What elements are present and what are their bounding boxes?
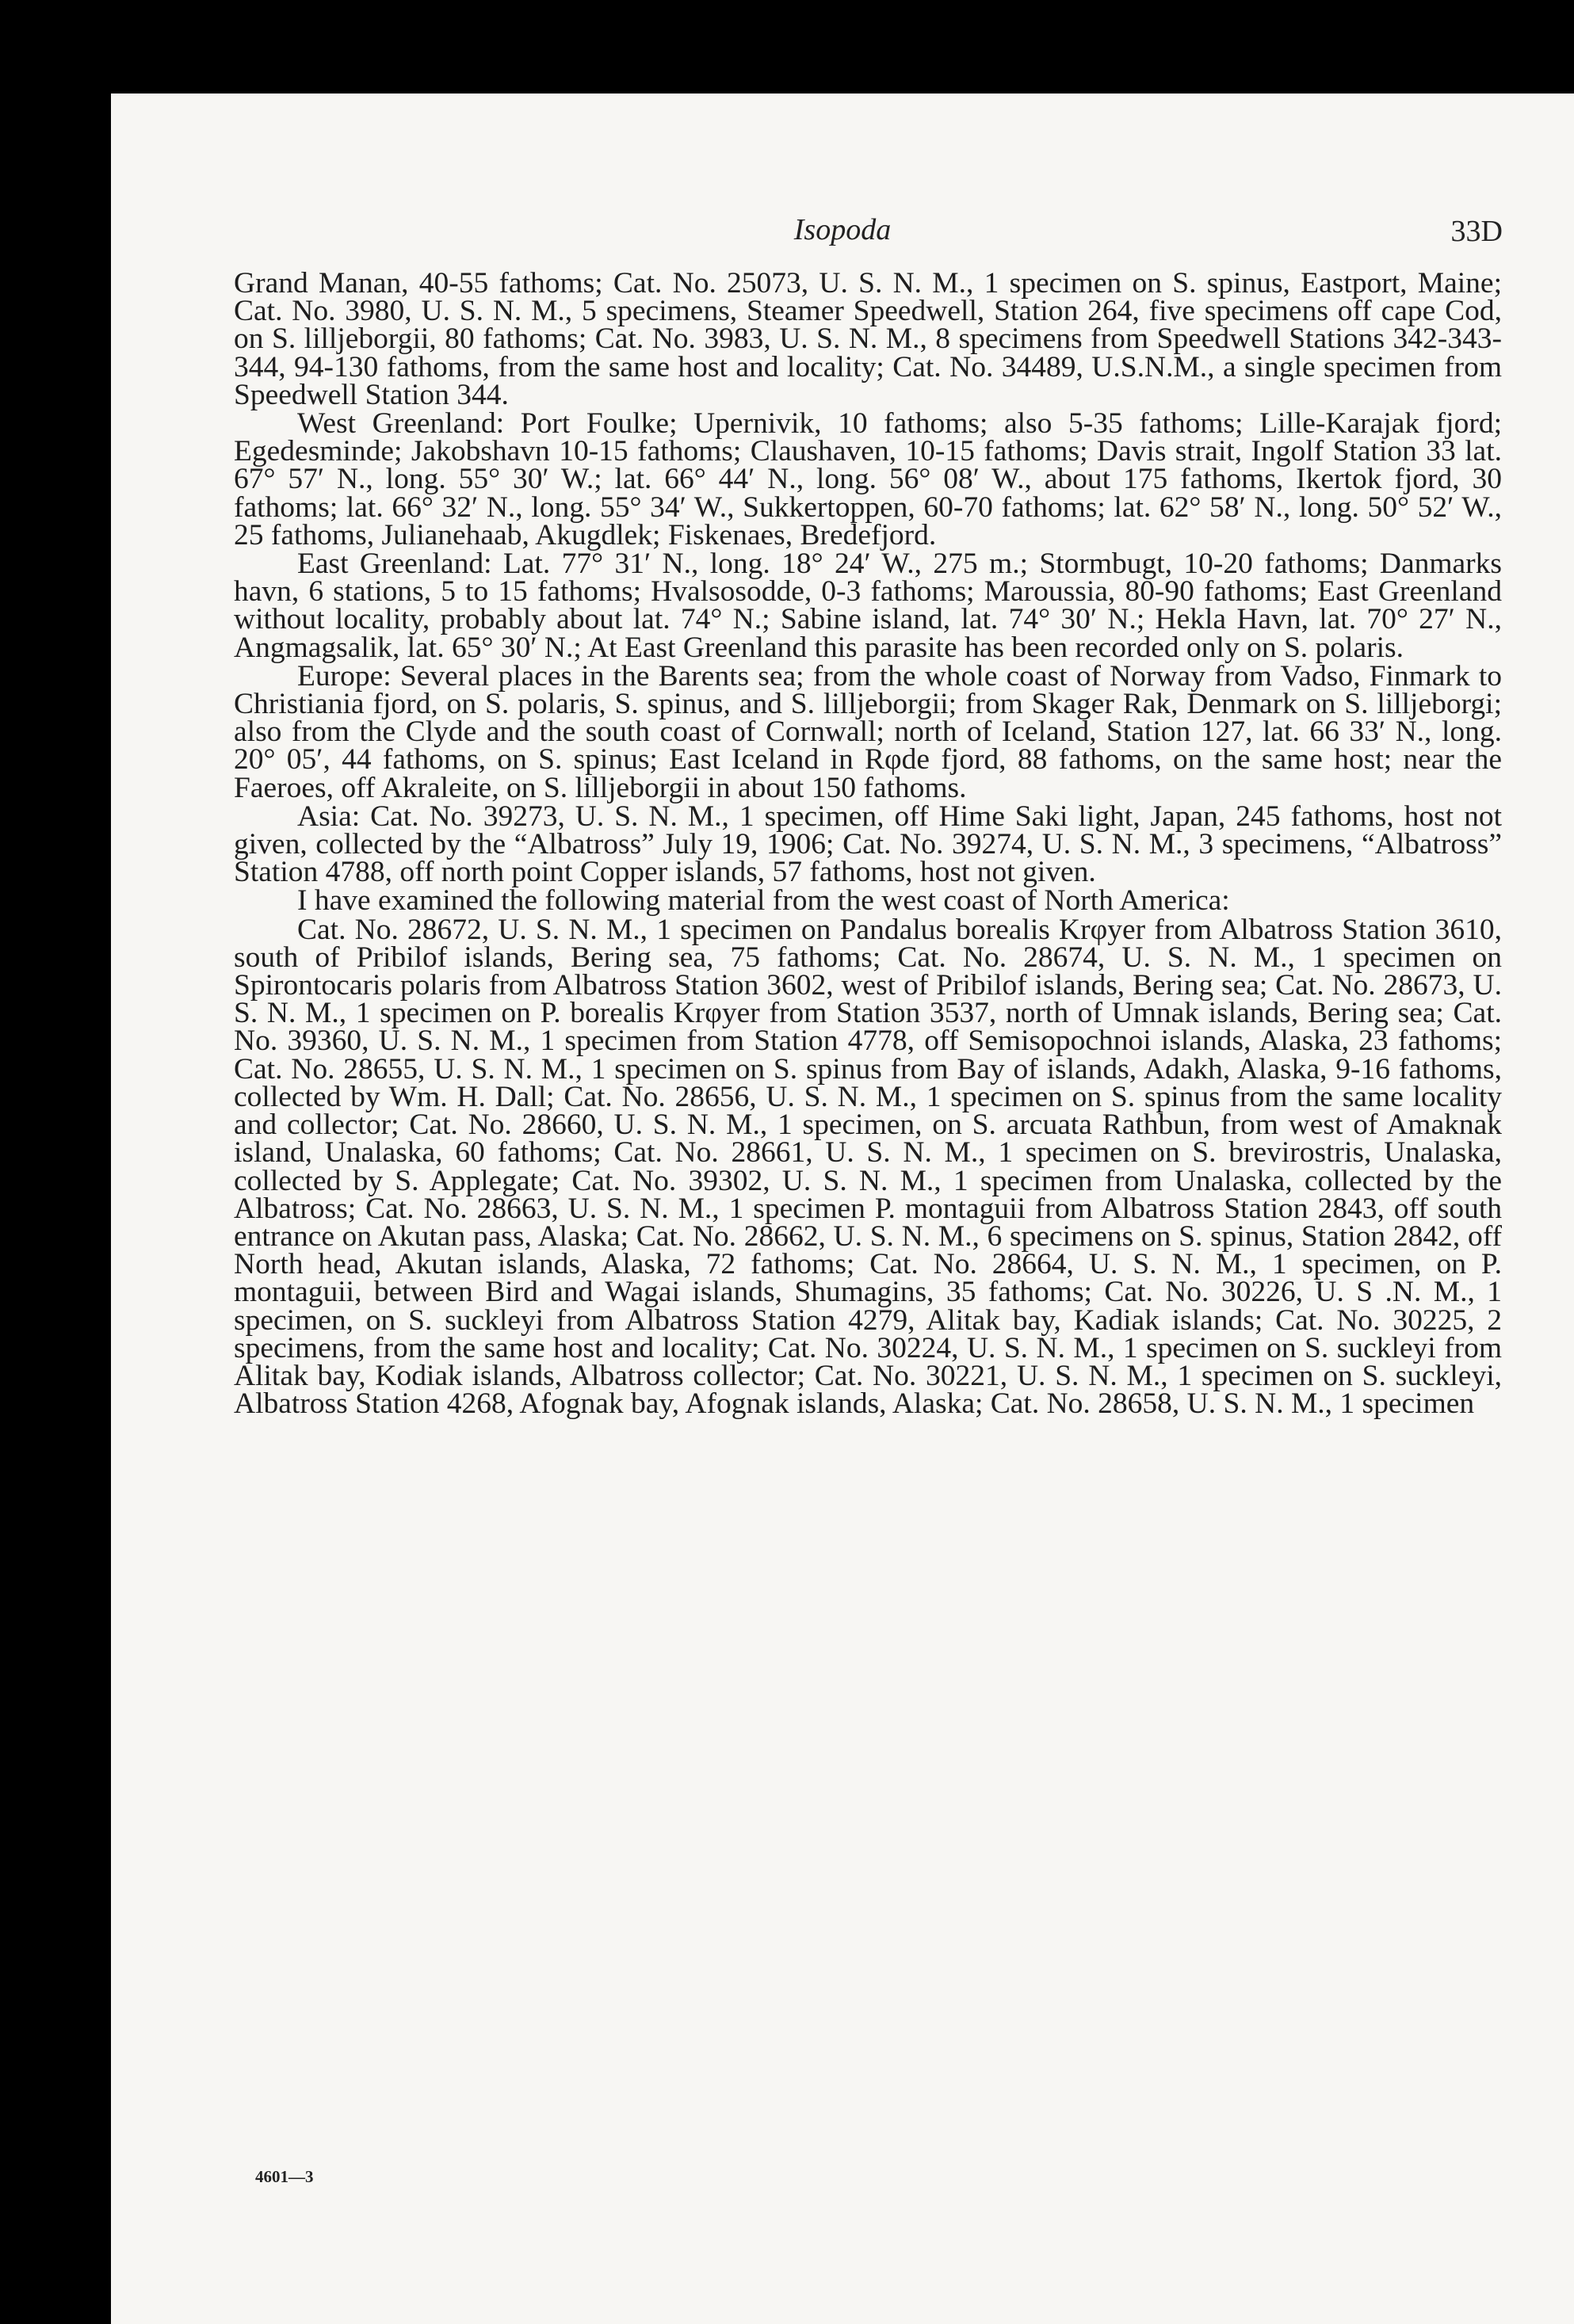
paragraph-europe: Europe: Several places in the Barents sea; from the whole coast of Norway from Vadso, Finmark to Christiania fjord, on S. polaris, S. spinus, and S. lilljeborgii; from Skager Rak, Denmark on S. lilljeborgi; also from the Clyde and the south coast of Cornwall; north of Iceland, Station 127, lat. 66 33′ N., long. 20° 05′, 44 fathoms, on S. spinus; East Iceland in Rφde fjord, 88 fathoms, on the same host; near the Faeroes, off Akraleite, on S. lilljeborgii in about 150 fathoms. [234,659,1502,804]
body-text [234,267,1502,1421]
paragraph-east-greenland: East Greenland: Lat. 77° 31′ N., long. 18° 24′ W., 275 m.; Stormbugt, 10-20 fathoms; Danmarks havn, 6 stations, 5 to 15 fathoms; Hvalsosodde, 0-3 fathoms; Maroussia, 80-90 fathoms; East Greenland without locality, probably about lat. 74° N.; Sabine island, lat. 74° 30′ N.; Hekla Havn, lat. 70° 27′ N., Angmagsalik, lat. 65° 30′ N.; At East Greenland this parasite has been recorded only on S. polaris. [234,548,1502,664]
running-head [111,212,1574,260]
page-number: 33D [1450,215,1503,248]
paragraph-examined-intro: I have examined the following material from the west coast of North America: [297,884,1230,918]
paragraph-asia: Asia: Cat. No. 39273, U. S. N. M., 1 specimen, off Hime Saki light, Japan, 245 fathoms, host not given, collected by the “Albatross” July 19, 1906; Cat. No. 39274, U. S. N. M., 3 specimens, “Albatross” Station 4788, off north point Copper islands, 57 fathoms, host not given. [234,799,1502,889]
document-page [111,93,1574,2324]
paragraph-west-greenland: West Greenland: Port Foulke; Upernivik, 10 fathoms; also 5-35 fathoms; Lille-Karajak fjord; Egedesminde; Jakobshavn 10-15 fathoms; Claushaven, 10-15 fathoms; Davis strait, Ingolf Station 33 lat. 67° 57′ N., long. 55° 30′ W.; lat. 66° 44′ N., long. 56° 08′ W., about 175 fathoms, Ikertok fjord, 30 fathoms; lat. 66° 32′ N., long. 55° 34′ W., Sukkertoppen, 60-70 fathoms; lat. 62° 58′ N., long. 50° 52′ W., 25 fathoms, Julianehaab, Akugdlek; Fiskenaes, Bredefjord. [234,407,1502,551]
paragraph-grand-manan: Grand Manan, 40-55 fathoms; Cat. No. 25073, U. S. N. M., 1 specimen on S. spinus, Eastport, Maine; Cat. No. 3980, U. S. N. M., 5 specimens, Steamer Speedwell, Station 264, five specimens off cape Cod, on S. lilljeborgii, 80 fathoms; Cat. No. 3983, U. S. N. M., 8 specimens from Speedwell Stations 342-343-344, 94-130 fathoms, from the same host and locality; Cat. No. 34489, U.S.N.M., a single specimen from Speedwell Station 344. [234,267,1502,411]
paragraph-north-america-catalog: Cat. No. 28672, U. S. N. M., 1 specimen on Pandalus borealis Krφyer from Albatross Station 3610, south of Pribilof islands, Bering sea, 75 fathoms; Cat. No. 28674, U. S. N. M., 1 specimen on Spirontocaris polaris from Albatross Station 3602, west of Pribilof islands, Bering sea; Cat. No. 28673, U. S. N. M., 1 specimen on P. borealis Krφyer from Station 3537, north of Umnak islands, Bering sea; Cat. No. 39360, U. S. N. M., 1 specimen from Station 4778, off Semisopochnoi islands, Alaska, 23 fathoms; Cat. No. 28655, U. S. N. M., 1 specimen on S. spinus from Bay of islands, Adakh, Alaska, 9-16 fathoms, collected by Wm. H. Dall; Cat. No. 28656, U. S. N. M., 1 specimen on S. spinus from the same locality and collector; Cat. No. 28660, U. S. N. M., 1 specimen, on S. arcuata Rathbun, from west of Amaknak island, Unalaska, 60 fathoms; Cat. No. 28661, U. S. N. M., 1 specimen on S. brevirostris, Unalaska, collected by S. Applegate; Cat. No. 39302, U. S. N. M., 1 specimen from Unalaska, collected by the Albatross; Cat. No. 28663, U. S. N. M., 1 specimen P. montaguii from Albatross Station 2843, off south entrance on Akutan pass, Alaska; Cat. No. 28662, U. S. N. M., 6 specimens on S. spinus, Station 2842, off North head, Akutan islands, Alaska, 72 fathoms; Cat. No. 28664, U. S. N. M., 1 specimen, on P. montaguii, between Bird and Wagai islands, Shumagins, 35 fathoms; Cat. No. 30226, U. S .N. M., 1 specimen, on S. suckleyi from Albatross Station 4279, Alitak bay, Kadiak islands; Cat. No. 30225, 2 specimens, from the same host and locality; Cat. No. 30224, U. S. N. M., 1 specimen on S. suckleyi from Alitak bay, Kodiak islands, Albatross collector; Cat. No. 30221, U. S. N. M., 1 specimen on S. suckleyi, Albatross Station 4268, Afognak bay, Afognak islands, Alaska; Cat. No. 28658, U. S. N. M., 1 specimen [234,913,1502,1421]
running-title: Isopoda [793,213,892,246]
signature-code: 4601—3 [255,2167,314,2186]
